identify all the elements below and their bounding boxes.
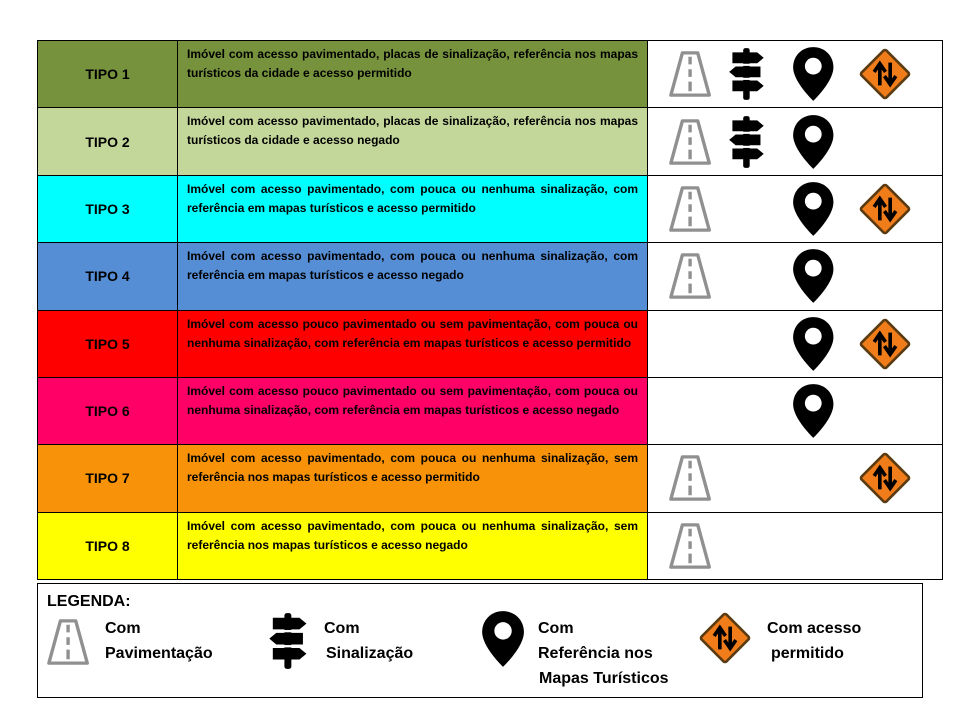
map-pin-icon <box>792 46 835 107</box>
legend-map-pin-icon <box>481 610 525 673</box>
map-pin-icon <box>792 114 835 175</box>
type-label: TIPO 5 <box>38 310 178 377</box>
legend-pin-line1: Com <box>538 620 574 637</box>
map-pin-icon <box>792 383 835 444</box>
type-row <box>38 512 943 579</box>
type-description: Imóvel com acesso pouco pavimentado ou sem pavimentação, com pouca ou nenhuma sinalização, com referência em mapas turísticos e acesso permitido <box>178 310 648 377</box>
type-label: TIPO 4 <box>38 243 178 310</box>
legend-signpost-icon <box>267 612 309 675</box>
type-icons-cell <box>648 377 943 444</box>
legend-box <box>37 583 923 698</box>
two-way-traffic-icon <box>855 448 915 513</box>
road-icon <box>668 252 712 305</box>
type-icons-cell <box>648 175 943 242</box>
legend-road-line1: Com <box>105 620 141 637</box>
type-icons-cell <box>648 512 943 579</box>
type-row <box>38 243 943 310</box>
road-icon <box>668 522 712 575</box>
legend-two-way-traffic-icon <box>695 608 755 673</box>
type-icons-cell <box>648 310 943 377</box>
type-description: Imóvel com acesso pavimentado, com pouca ou nenhuma sinalização, sem referência nos mapas turísticos e acesso permitido <box>178 445 648 512</box>
type-description: Imóvel com acesso pavimentado, com pouca ou nenhuma sinalização, com referência em mapas turísticos e acesso negado <box>178 243 648 310</box>
road-icon <box>668 185 712 238</box>
type-label: TIPO 1 <box>38 41 178 108</box>
legend-traffic-line2: permitido <box>771 645 844 662</box>
types-table <box>37 40 943 580</box>
map-pin-icon <box>792 181 835 242</box>
road-icon <box>668 50 712 103</box>
legend-pin-line2: Referência nos <box>538 645 653 662</box>
type-label: TIPO 3 <box>38 175 178 242</box>
legend-signpost-line2: Sinalização <box>326 645 414 662</box>
type-icons-cell <box>648 41 943 108</box>
type-description: Imóvel com acesso pavimentado, com pouca ou nenhuma sinalização, com referência em mapas turísticos e acesso permitido <box>178 175 648 242</box>
two-way-traffic-icon <box>855 314 915 379</box>
type-row <box>38 175 943 242</box>
legend-road-icon <box>46 618 90 671</box>
type-icons-cell <box>648 445 943 512</box>
two-way-traffic-icon <box>855 179 915 244</box>
type-icons-cell <box>648 108 943 175</box>
legend-road-line2: Pavimentação <box>105 645 213 662</box>
type-row <box>38 445 943 512</box>
type-row <box>38 108 943 175</box>
legend-title: LEGENDA: <box>47 593 131 610</box>
type-description: Imóvel com acesso pouco pavimentado ou sem pavimentação, com pouca ou nenhuma sinalização, com referência em mapas turísticos e acesso negado <box>178 377 648 444</box>
type-label: TIPO 6 <box>38 377 178 444</box>
road-icon <box>668 118 712 171</box>
road-icon <box>668 454 712 507</box>
type-row <box>38 377 943 444</box>
type-label: TIPO 2 <box>38 108 178 175</box>
type-label: TIPO 8 <box>38 512 178 579</box>
two-way-traffic-icon <box>855 44 915 109</box>
type-description: Imóvel com acesso pavimentado, placas de sinalização, referência nos mapas turísticos da cidade e acesso negado <box>178 108 648 175</box>
legend-signpost-line1: Com <box>324 620 360 637</box>
map-pin-icon <box>792 248 835 309</box>
type-row <box>38 310 943 377</box>
types-table-body <box>38 41 943 580</box>
type-label: TIPO 7 <box>38 445 178 512</box>
type-description: Imóvel com acesso pavimentado, placas de sinalização, referência nos mapas turísticos da cidade e acesso permitido <box>178 41 648 108</box>
type-icons-cell <box>648 243 943 310</box>
type-row <box>38 41 943 108</box>
signpost-icon <box>727 115 766 174</box>
map-pin-icon <box>792 316 835 377</box>
legend-pin-line3: Mapas Turísticos <box>539 670 669 687</box>
signpost-icon <box>727 47 766 106</box>
legend-traffic-line1: Com acesso <box>767 620 862 637</box>
type-description: Imóvel com acesso pavimentado, com pouca ou nenhuma sinalização, sem referência nos mapas turísticos e acesso negado <box>178 512 648 579</box>
